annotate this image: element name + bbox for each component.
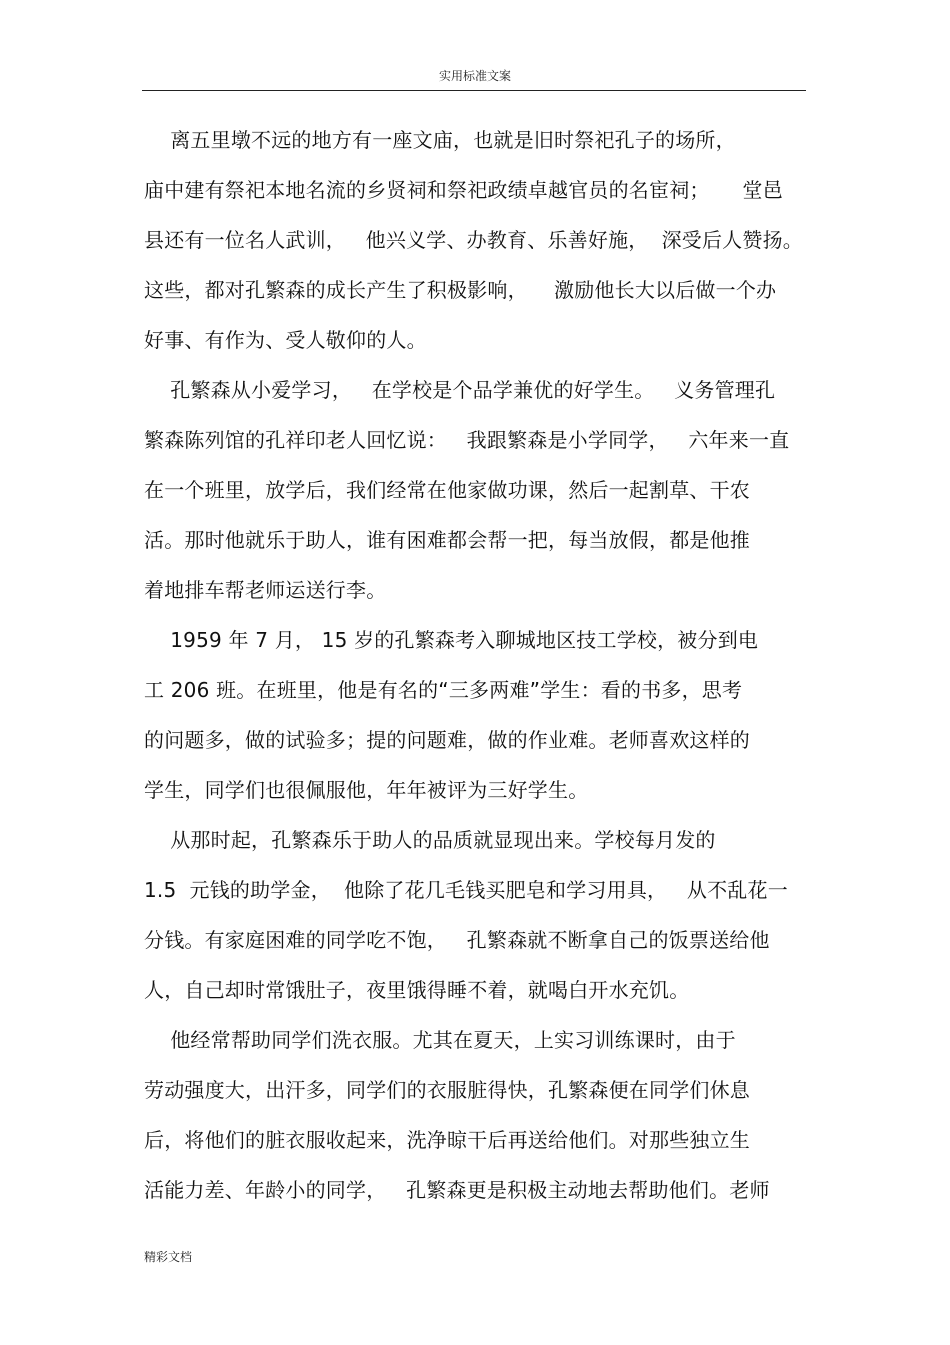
text-line: 活。那时他就乐于助人，谁有困难都会帮一把，每当放假，都是他推 [144, 528, 750, 552]
text-line: 在一个班里，放学后，我们经常在他家做功课，然后一起割草、干农 [144, 478, 750, 502]
text-line: 活能力差、年龄小的同学， 孔繁森更是积极主动地去帮助他们。老师 [144, 1178, 770, 1202]
text-line: 县还有一位名人武训， 他兴义学、办教育、乐善好施， 深受后人赞扬。 [144, 228, 803, 252]
text-line: 着地排车帮老师运送行李。 [144, 578, 387, 602]
text-line: 后，将他们的脏衣服收起来，洗净晾干后再送给他们。对那些独立生 [144, 1128, 750, 1152]
text-line: 学生，同学们也很佩服他，年年被评为三好学生。 [144, 778, 589, 802]
text-line: 工 206 班。在班里，他是有名的“三多两难”学生：看的书多，思考 [144, 678, 743, 702]
text-line: 这些，都对孔繁森的成长产生了积极影响， 激励他长大以后做一个办 [144, 278, 777, 302]
page-header-title: 实用标准文案 [438, 69, 511, 83]
text-line: 劳动强度大，出汗多，同学们的衣服脏得快，孔繁森便在同学们休息 [144, 1078, 750, 1102]
page-footer-label: 精彩文档 [144, 1250, 193, 1264]
text-line: 繁森陈列馆的孔祥印老人回忆说： 我跟繁森是小学同学， 六年来一直 [144, 428, 790, 452]
text-line: 从那时起，孔繁森乐于助人的品质就显现出来。学校每月发的 [144, 828, 716, 852]
text-line: 人，自己却时常饿肚子，夜里饿得睡不着，就喝白开水充饥。 [144, 978, 690, 1002]
document-body [144, 122, 814, 1222]
text-line: 1959 年 7 月， 15 岁的孔繁森考入聊城地区技工学校，被分到电 [144, 628, 759, 652]
header-divider [142, 90, 806, 91]
text-line: 1.5 元钱的助学金， 他除了花几毛钱买肥皂和学习用具， 从不乱花一 [144, 878, 788, 902]
text-line: 分钱。有家庭困难的同学吃不饱， 孔繁森就不断拿自己的饭票送给他 [144, 928, 770, 952]
text-line: 庙中建有祭祀本地名流的乡贤祠和祭祀政绩卓越官员的名宦祠； 堂邑 [144, 178, 783, 202]
text-line: 他经常帮助同学们洗衣服。尤其在夏天，上实习训练课时，由于 [144, 1028, 736, 1052]
text-line: 的问题多，做的试验多；提的问题难，做的作业难。老师喜欢这样的 [144, 728, 750, 752]
text-line: 离五里墩不远的地方有一座文庙，也就是旧时祭祀孔子的场所， [144, 128, 736, 152]
text-line: 孔繁森从小爱学习， 在学校是个品学兼优的好学生。 义务管理孔 [144, 378, 776, 402]
text-line: 好事、有作为、受人敬仰的人。 [144, 328, 427, 352]
